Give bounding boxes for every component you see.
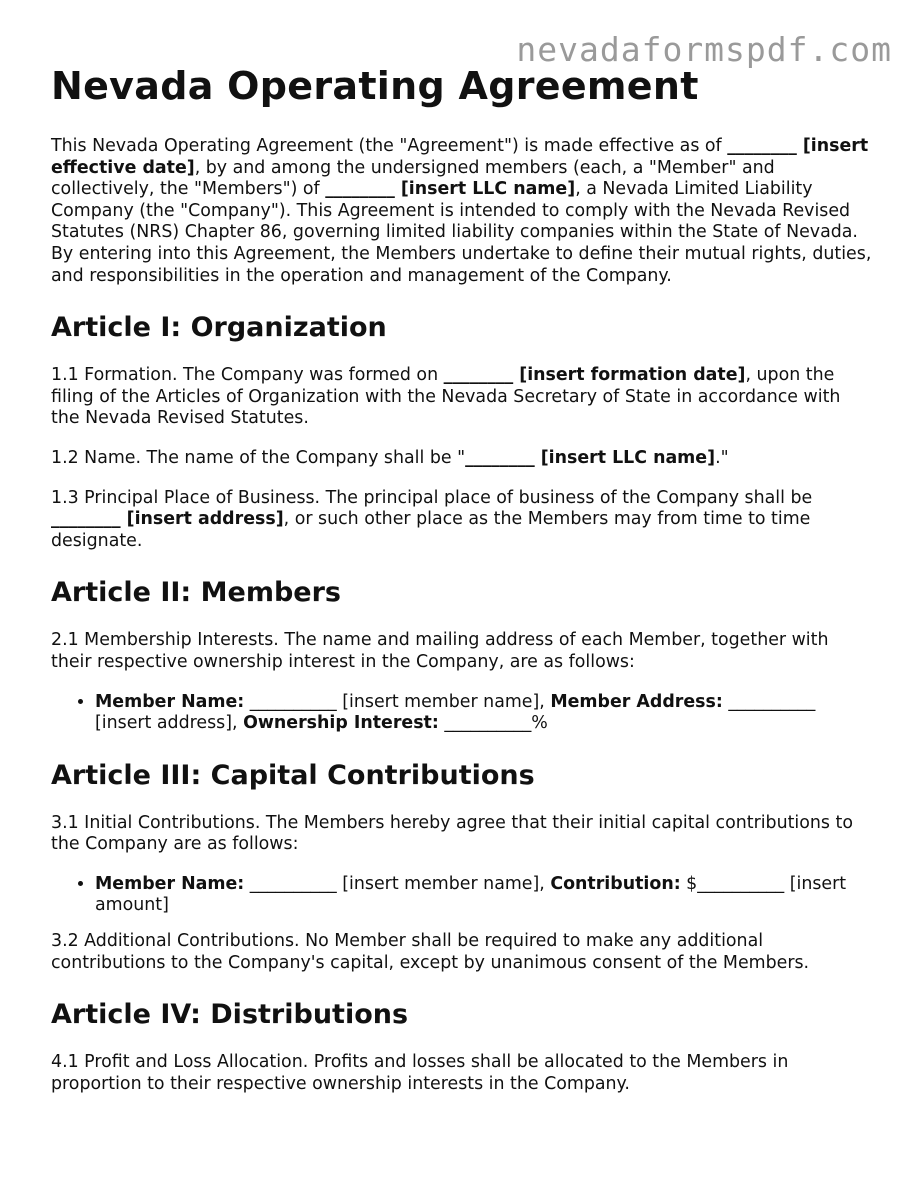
member-address-value: __________ [insert address],	[95, 691, 816, 734]
llc-name-placeholder: ________ [insert LLC name]	[325, 179, 576, 200]
section-1-3-text-2: , or such other place as the Members may from time to time designate.	[51, 509, 811, 551]
section-1-2-text-2: ."	[715, 447, 729, 468]
section-1-2-text-1: 1.2 Name. The name of the Company shall be "	[51, 447, 466, 468]
member-name-value: __________ [insert member name],	[244, 691, 551, 712]
company-name-placeholder: ________ [insert LLC name]	[465, 447, 716, 468]
article-4-heading: Article IV: Distributions	[51, 999, 409, 1031]
section-2-1: 2.1 Membership Interests. The name and mailing address of each Member, together with their respective ownership interest in the Company, are as follows:	[51, 630, 829, 672]
section-1-3	[51, 488, 873, 553]
member-list	[51, 692, 873, 735]
section-1-1-text-2: , upon the filing of the Articles of Organization with the Nevada Secretary of State in accordance with the Nevada Revised Statutes.	[51, 365, 841, 429]
section-1-2	[51, 448, 873, 470]
article-2-heading: Article II: Members	[51, 577, 341, 609]
section-1-1-text-1: 1.1 Formation. The Company was formed on	[51, 365, 444, 386]
section-1-1	[51, 365, 873, 430]
member-list-item	[95, 692, 873, 735]
section-3-1: 3.1 Initial Contributions. The Members hereby agree that their initial capital contributions to the Company are as follows:	[51, 812, 853, 855]
article-1-heading: Article I: Organization	[51, 312, 387, 344]
member-address-label: Member Address:	[550, 691, 723, 712]
effective-date-placeholder: ________ [insert effective date]	[51, 136, 869, 178]
section-3-2: 3.2 Additional Contributions. No Member shall be required to make any additional contributions to the Company's capital, except by unanimous consent of the Members.	[51, 931, 810, 973]
formation-date-placeholder: ________ [insert formation date]	[443, 365, 746, 386]
intro-text-3: , a Nevada Limited Liability Company (the "Company"). This Agreement is intended to comply with the Nevada Revised Statutes (NRS) Chapter 86, governing limited liability companies within the State of Nevada. By entering into this Agreement, the Members undertake to define their mutual rights, duties, and responsibilities in the operation and management of the Company.	[51, 179, 872, 286]
contribution-member-name-value: __________ [insert member name],	[244, 873, 551, 894]
section-1-3-text-1: 1.3 Principal Place of Business. The principal place of business of the Company shall be	[51, 487, 813, 508]
section-4-1: 4.1 Profit and Loss Allocation. Profits and losses shall be allocated to the Members in proportion to their respective ownership interests in the Company.	[51, 1052, 789, 1094]
intro-text-2: , by and among the undersigned members (each, a "Member" and collectively, the "Members") of	[51, 157, 775, 200]
contribution-label: Contribution:	[550, 873, 681, 894]
address-placeholder: ________ [insert address]	[51, 509, 284, 530]
contribution-member-name-label: Member Name:	[95, 873, 245, 894]
intro-text-1: This Nevada Operating Agreement (the "Agreement") is made effective as of	[51, 136, 728, 156]
contribution-list-item	[95, 874, 873, 917]
intro-paragraph	[51, 136, 873, 287]
watermark: nevadaformspdf.com	[516, 30, 892, 69]
ownership-interest-value: __________%	[438, 713, 548, 734]
contribution-list	[51, 874, 873, 917]
article-3-heading: Article III: Capital Contributions	[51, 759, 535, 791]
document-title: Nevada Operating Agreement	[51, 64, 699, 108]
member-name-label: Member Name:	[95, 691, 245, 712]
ownership-interest-label: Ownership Interest:	[243, 713, 439, 734]
document-page	[51, 62, 873, 1113]
contribution-value: $__________ [insert amount]	[95, 873, 847, 916]
